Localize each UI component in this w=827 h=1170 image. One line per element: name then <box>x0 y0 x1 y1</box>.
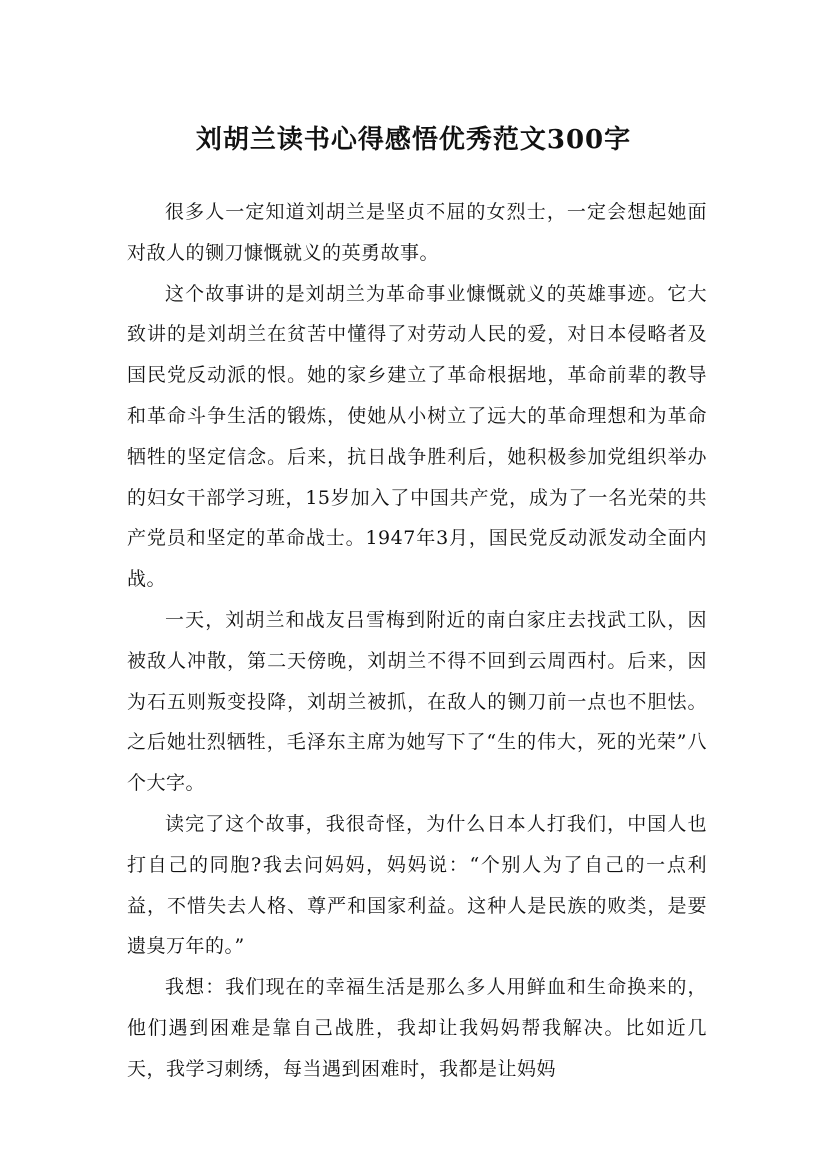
paragraph-2: 这个故事讲的是刘胡兰为革命事业慷慨就义的英雄事迹。它大致讲的是刘胡兰在贫苦中懂得了对劳动人民的爱，对日本侵略者及国民党反动派的恨。她的家乡建立了革命根据地，革命前辈的教导和革命斗争生活的锻炼，使她从小树立了远大的革命理想和为革命牺牲的坚定信念。后来，抗日战争胜利后，她积极参加党组织举办的妇女干部学习班，15岁加入了中国共产党，成为了一名光荣的共产党员和坚定的革命战士。1947年3月，国民党反动派发动全面内战。 <box>127 282 707 591</box>
paragraph-1: 很多人一定知道刘胡兰是坚贞不屈的女烈士，一定会想起她面对敌人的铡刀慷慨就义的英勇故事。 <box>127 201 707 264</box>
paragraph-3: 一天，刘胡兰和战友吕雪梅到附近的南白家庄去找武工队，因被敌人冲散，第二天傍晚，刘胡兰不得不回到云周西村。后来，因为石五则叛变投降，刘胡兰被抓，在敌人的铡刀前一点也不胆怯。之后她壮烈牺牲，毛泽东主席为她写下了“生的伟大，死的光荣”八个大字。 <box>127 608 707 795</box>
paragraph-5: 我想：我们现在的幸福生活是那么多人用鲜血和生命换来的，他们遇到困难是靠自己战胜，我却让我妈妈帮我解决。比如近几天，我学习刺绣，每当遇到困难时，我都是让妈妈 <box>127 976 707 1080</box>
document-title: 刘胡兰读书心得感悟优秀范文300字 <box>195 125 632 156</box>
paragraph-4: 读完了这个故事，我很奇怪，为什么日本人打我们，中国人也打自己的同胞?我去问妈妈，妈妈说：“个别人为了自己的一点利益，不惜失去人格、尊严和国家利益。这种人是民族的败类，是要遗臭万年的。” <box>127 812 707 958</box>
document-body <box>127 192 707 1090</box>
